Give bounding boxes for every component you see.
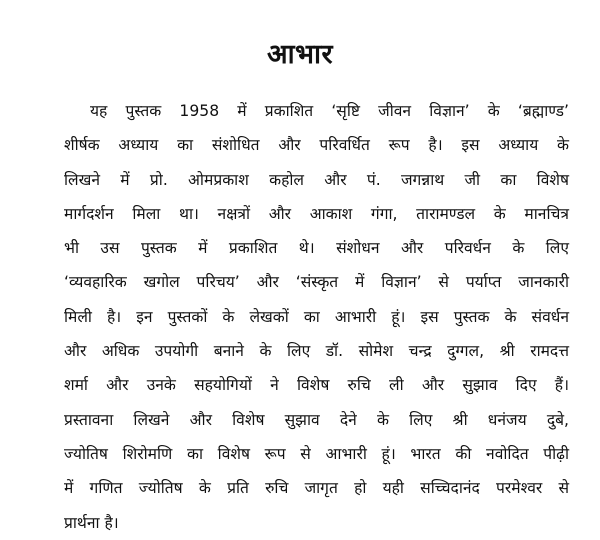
text-line: ज्योतिष शिरोमणि का विशेष रूप से आभारी हूं। भारत की नवोदित पीढ़ी: [64, 444, 569, 463]
text-line: शर्मा और उनके सहयोगियों ने विशेष रुचि ली और सुझाव दिए हैं।: [64, 376, 569, 395]
text-line: लिखने में प्रो. ओमप्रकाश कहोल और पं. जगन्नाथ जी का विशेष: [64, 170, 569, 189]
text-line: में गणित ज्योतिष के प्रति रुचि जागृत हो यही सच्चिदानंद परमेश्वर से: [64, 479, 569, 498]
text-line: शीर्षक अध्याय का संशोधित और परिवर्धित रूप है। इस अध्याय के: [64, 136, 569, 155]
text-line: प्रस्तावना लिखने और विशेष सुझाव देने के लिए श्री धनंजय दुबे,: [64, 410, 569, 429]
text-line: मार्गदर्शन मिला था। नक्षत्रों और आकाश गंगा, तारामण्डल के मानचित्र: [64, 204, 569, 223]
text-line: प्रार्थना है।: [64, 513, 119, 532]
text-line: मिली है। इन पुस्तकों के लेखकों का आभारी हूं। इस पुस्तक के संवर्धन: [64, 307, 569, 326]
acknowledgement-paragraph: [64, 94, 569, 540]
text-line: भी उस पुस्तक में प्रकाशित थे। संशोधन और परिवर्धन के लिए: [64, 239, 569, 258]
text-line: और अधिक उपयोगी बनाने के लिए डॉ. सोमेश चन्द्र दुग्गल, श्री रामदत्त: [64, 342, 569, 361]
text-line: ‘व्यवहारिक खगोल परिचय’ और ‘संस्कृत में विज्ञान’ से पर्याप्त जानकारी: [64, 273, 569, 292]
page-title: आभार: [266, 39, 334, 70]
text-line: यह पुस्तक 1958 में प्रकाशित ‘सृष्टि जीवन विज्ञान’ के ‘ब्रह्माण्ड’: [90, 102, 569, 120]
